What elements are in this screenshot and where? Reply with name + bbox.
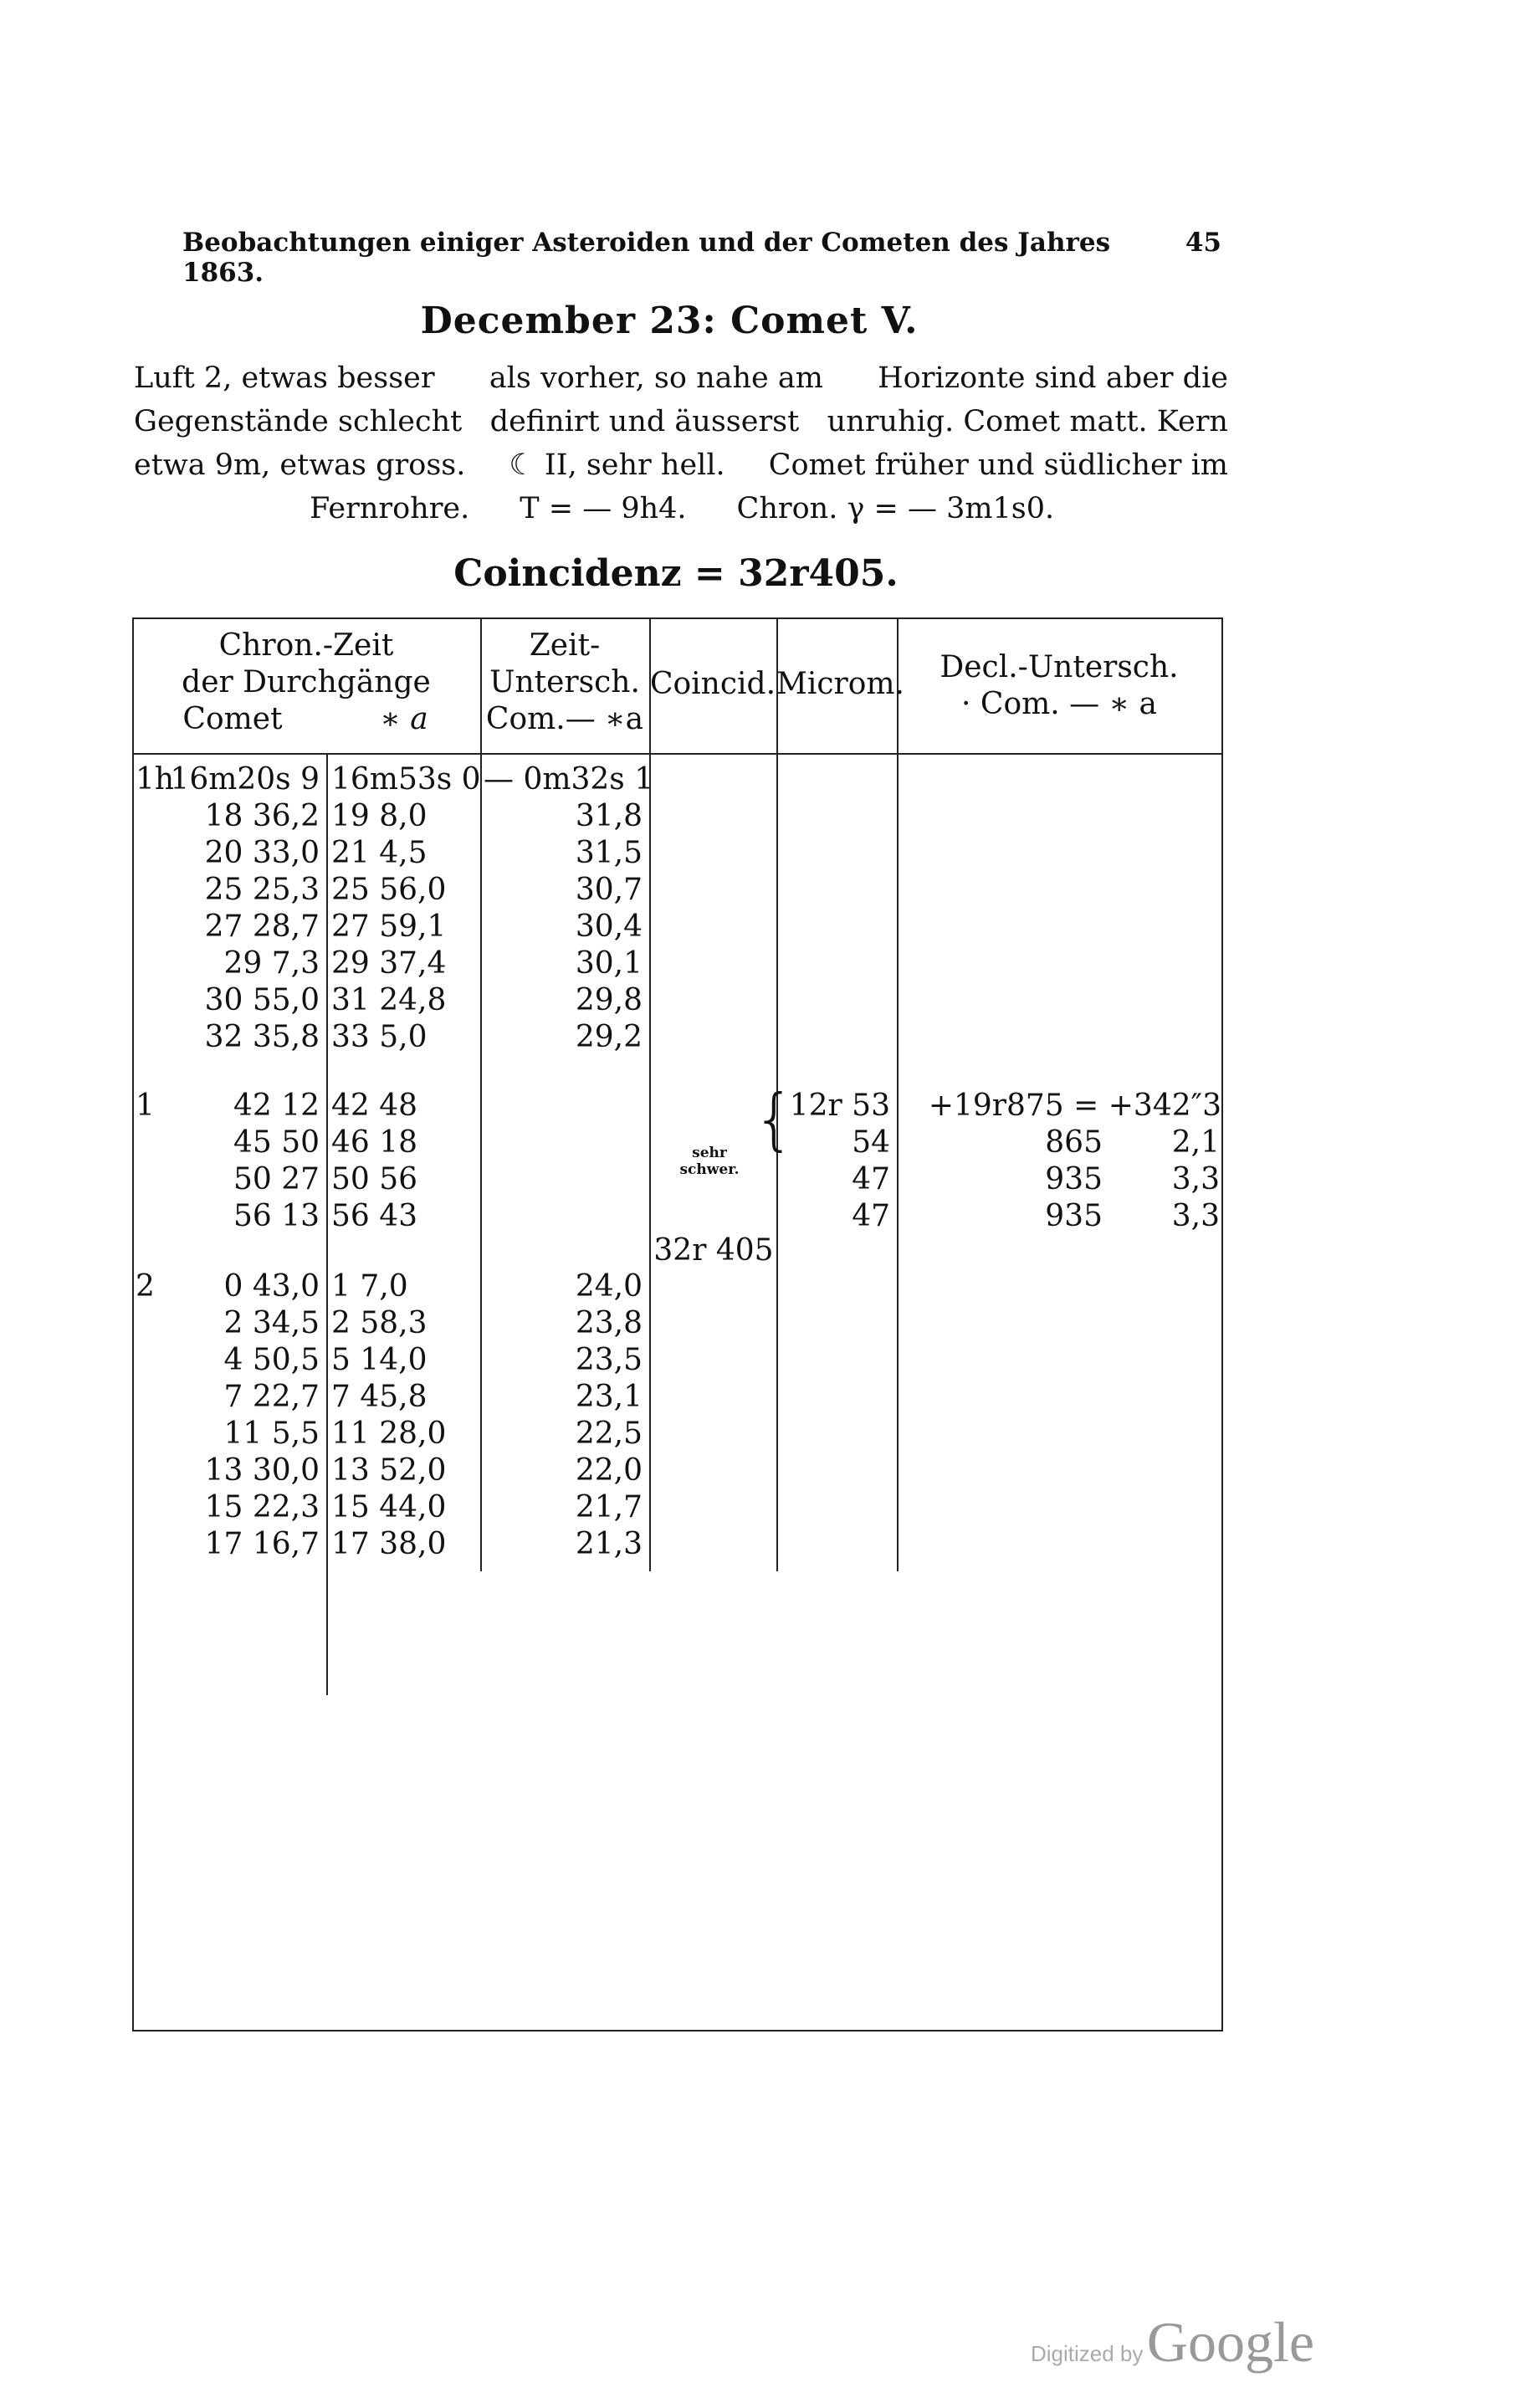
- star-time-cell: 29 37,4: [331, 946, 447, 981]
- note-line2: schwer.: [679, 1161, 740, 1178]
- comet-time-cell: 30 55,0: [204, 983, 320, 1017]
- col-line: [897, 617, 899, 1571]
- star-time-cell: 16m53s 0: [331, 762, 481, 797]
- description-paragraph: [134, 356, 1228, 530]
- header-chron: [132, 628, 480, 701]
- header-chron-line1: Chron.-Zeit: [218, 628, 394, 663]
- header-star: ∗ a: [380, 702, 428, 736]
- decl-arcsec-cell: 3,3: [1171, 1162, 1220, 1196]
- diff-cell: 30,7: [575, 873, 643, 907]
- comet-time-cell: 56 13: [233, 1199, 320, 1233]
- digitized-text: Digitized by: [1031, 2341, 1144, 2366]
- diff-cell: 22,5: [575, 1417, 643, 1451]
- microm-cell: 54: [852, 1125, 890, 1160]
- paragraph-segment: Luft 2, etwas besser: [134, 361, 435, 395]
- table-bottom-rule: [132, 2030, 1221, 2031]
- paragraph-line: [134, 443, 1228, 487]
- paragraph-segment: Comet früher und südlicher im: [768, 448, 1228, 482]
- diff-cell: 23,1: [575, 1380, 643, 1414]
- paragraph-line: [134, 400, 1228, 443]
- col-line: [132, 617, 134, 2031]
- star-time-cell: 25 56,0: [331, 873, 447, 907]
- header-decl: [897, 649, 1221, 723]
- diff-cell: 22,0: [575, 1453, 643, 1488]
- diff-cell: 31,5: [575, 836, 643, 870]
- comet-time-cell: 0 43,0: [223, 1269, 320, 1304]
- microm-cell: 47: [852, 1162, 890, 1196]
- diff-cell: 30,4: [575, 909, 643, 944]
- star-time-cell: 1 7,0: [331, 1269, 408, 1304]
- comet-time-cell: 4 50,5: [223, 1343, 320, 1377]
- comet-time-cell: 42 12: [233, 1089, 320, 1123]
- star-time-cell: 15 44,0: [331, 1490, 447, 1524]
- header-zeit: [480, 628, 649, 738]
- decl-value-cell: 865: [1045, 1125, 1103, 1160]
- digitized-by-google: [1031, 2309, 1314, 2375]
- paragraph-line: [134, 356, 1228, 400]
- header-rule: [132, 753, 1221, 755]
- header-zeit-line2: Untersch.: [489, 665, 640, 699]
- comet-time-cell: 27 28,7: [204, 909, 320, 944]
- paragraph-line: [134, 487, 1228, 530]
- star-time-cell: 21 4,5: [331, 836, 428, 870]
- comet-time-cell: 45 50: [233, 1125, 320, 1160]
- header-microm: Microm.: [776, 667, 904, 701]
- page-number: 45: [1185, 228, 1221, 258]
- paragraph-segment: als vorher, so nahe am: [489, 361, 823, 395]
- hour-cell: 2: [136, 1269, 155, 1304]
- decl-value-cell: 935: [1045, 1162, 1103, 1196]
- decl-arcsec-cell: 3,3: [1171, 1199, 1220, 1233]
- header-coincid: Coincid.: [649, 667, 776, 701]
- running-header: [182, 228, 1221, 288]
- header-decl-line1: Decl.-Untersch.: [940, 650, 1179, 684]
- diff-cell: 23,5: [575, 1343, 643, 1377]
- comet-time-cell: 25 25,3: [204, 873, 320, 907]
- paragraph-segment: T = — 9h4.: [520, 492, 687, 525]
- comet-time-cell: 11 5,5: [223, 1417, 320, 1451]
- observation-table: [132, 617, 1221, 2031]
- hour-cell: 1h: [136, 762, 175, 797]
- star-time-cell: 2 58,3: [331, 1306, 428, 1340]
- star-time-cell: 31 24,8: [331, 983, 447, 1017]
- star-time-cell: 56 43: [331, 1199, 418, 1233]
- decl-value-cell: 935: [1045, 1199, 1103, 1233]
- paragraph-segment: Chron. γ = — 3m1s0.: [736, 492, 1055, 525]
- comet-time-cell: 20 33,0: [204, 836, 320, 870]
- comet-time-cell: 13 30,0: [204, 1453, 320, 1488]
- comet-time-cell: 18 36,2: [204, 799, 320, 833]
- comet-time-cell: 7 22,7: [223, 1380, 320, 1414]
- star-time-cell: 5 14,0: [331, 1343, 428, 1377]
- col-line: [1221, 617, 1223, 2031]
- star-time-cell: 50 56: [331, 1162, 418, 1196]
- star-time-cell: 27 59,1: [331, 909, 447, 944]
- comet-time-cell: 32 35,8: [204, 1020, 320, 1054]
- decl-arcsec-cell: 2,1: [1171, 1125, 1220, 1160]
- star-time-cell: 13 52,0: [331, 1453, 447, 1488]
- star-time-cell: 46 18: [331, 1125, 418, 1160]
- star-time-cell: 42 48: [331, 1089, 418, 1123]
- section-title: December 23: Comet V.: [420, 300, 919, 342]
- diff-cell: 24,0: [575, 1269, 643, 1304]
- diff-cell: — 0m32s 1: [484, 762, 654, 797]
- diff-cell: 21,3: [575, 1527, 643, 1561]
- paragraph-segment: ☾ II, sehr hell.: [509, 448, 725, 482]
- header-zeit-line3: Com.— ∗a: [485, 702, 644, 736]
- paragraph-segment: etwa 9m, etwas gross.: [134, 448, 466, 482]
- diff-cell: 30,1: [575, 946, 643, 981]
- col-line: [649, 617, 651, 1571]
- running-title: Beobachtungen einiger Asteroiden und der Cometen des Jahres 1863.: [182, 228, 1111, 288]
- hour-cell: 1: [136, 1089, 155, 1123]
- comet-time-cell: 16m20s 9: [170, 762, 320, 797]
- comet-time-cell: 15 22,3: [204, 1490, 320, 1524]
- coincidenz-value: Coincidenz = 32r405.: [453, 552, 899, 595]
- comet-time-cell: 17 16,7: [204, 1527, 320, 1561]
- google-logo-text: Google: [1146, 2310, 1315, 2374]
- brace-mark: {: [753, 1080, 796, 1158]
- diff-cell: 29,8: [575, 983, 643, 1017]
- diff-cell: 23,8: [575, 1306, 643, 1340]
- paragraph-segment: definirt und äusserst: [489, 405, 800, 438]
- paragraph-segment: Gegenstände schlecht: [134, 405, 463, 438]
- sehr-schwer-note: [668, 1145, 751, 1178]
- microm-cell: 12r 53: [789, 1089, 890, 1123]
- paragraph-segment: Fernrohre.: [310, 492, 470, 525]
- comet-time-cell: 50 27: [233, 1162, 320, 1196]
- comet-time-cell: 2 34,5: [223, 1306, 320, 1340]
- header-zeit-line1: Zeit-: [529, 628, 601, 663]
- header-chron-line2: der Durchgänge: [182, 665, 431, 699]
- paragraph-segment: Horizonte sind aber die: [878, 361, 1228, 395]
- col-line: [480, 617, 482, 1571]
- note-line1: sehr: [692, 1145, 727, 1161]
- diff-cell: 31,8: [575, 799, 643, 833]
- coincid-value: 32r 405: [653, 1233, 774, 1268]
- star-time-cell: 11 28,0: [331, 1417, 447, 1451]
- decl-cell: +19r875 = +342″3: [928, 1089, 1221, 1123]
- col-line: [326, 753, 328, 1695]
- star-time-cell: 33 5,0: [331, 1020, 428, 1054]
- star-time-cell: 7 45,8: [331, 1380, 428, 1414]
- microm-cell: 47: [852, 1199, 890, 1233]
- paragraph-segment: unruhig. Comet matt. Kern: [827, 405, 1228, 438]
- star-time-cell: 17 38,0: [331, 1527, 447, 1561]
- comet-time-cell: 29 7,3: [223, 946, 320, 981]
- diff-cell: 21,7: [575, 1490, 643, 1524]
- header-decl-line2: · Com. — ∗ a: [961, 687, 1157, 721]
- header-comet: Comet: [182, 702, 283, 736]
- diff-cell: 29,2: [575, 1020, 643, 1054]
- star-time-cell: 19 8,0: [331, 799, 428, 833]
- table-top-rule: [132, 617, 1221, 619]
